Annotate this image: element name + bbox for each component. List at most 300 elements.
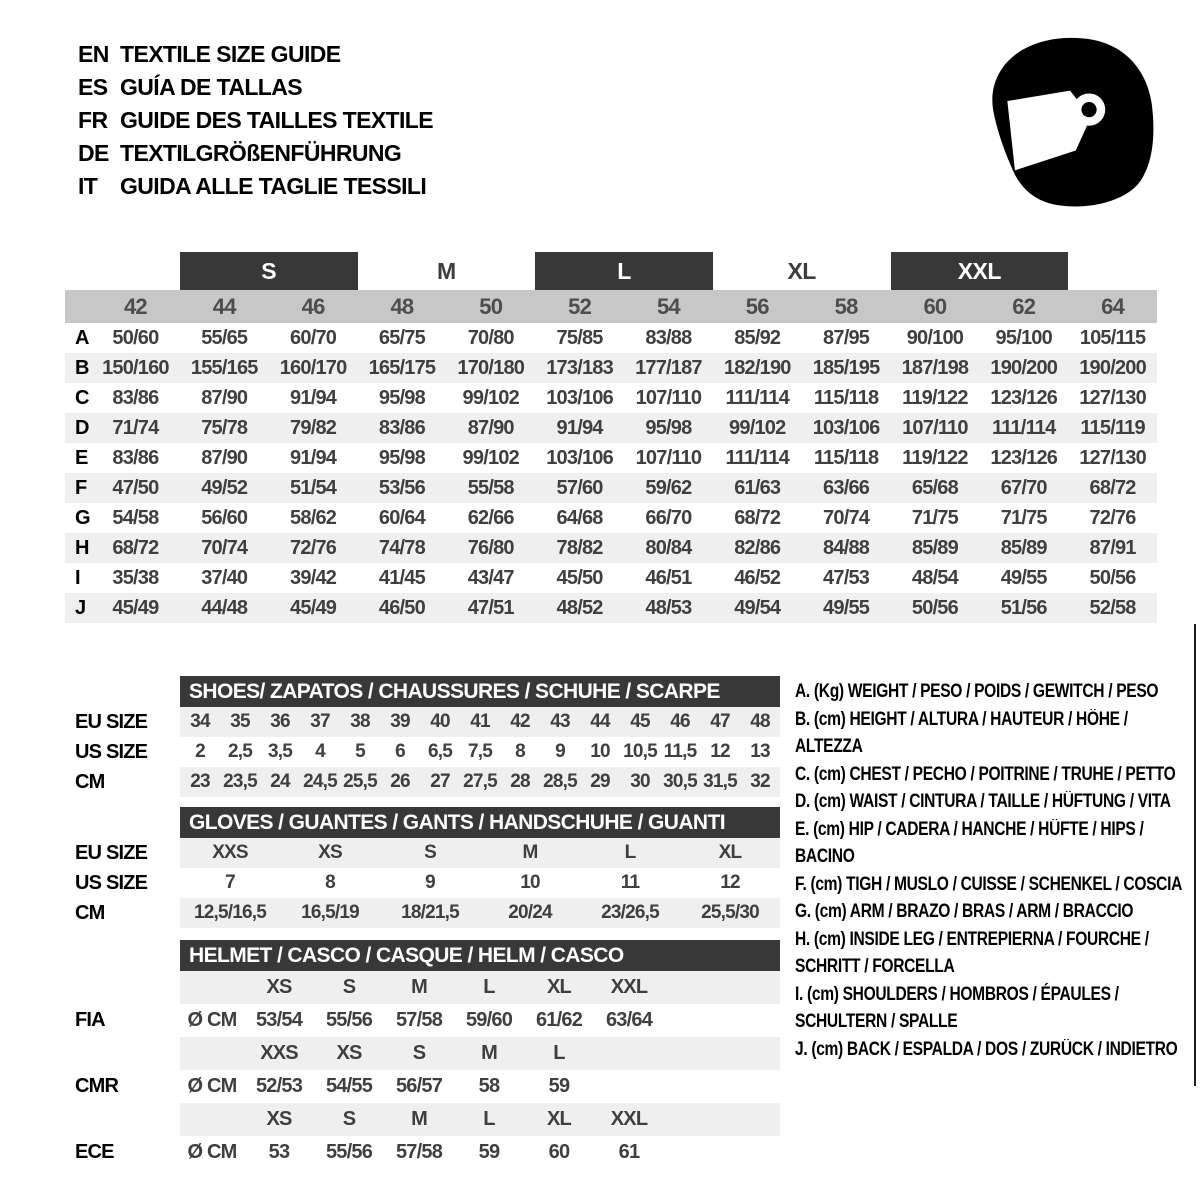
gloves-value-cell: XXS <box>212 842 248 863</box>
helmet-value-cell: 57/58 <box>395 1141 443 1163</box>
shoes-row-label: EU SIZE <box>75 710 148 733</box>
size-group-m: M <box>436 257 456 284</box>
diameter-unit-cell: Ø CM <box>187 1141 237 1163</box>
helmet-row-cmr <box>60 1070 780 1103</box>
helmet-value-cell: 53 <box>268 1141 290 1163</box>
size-value-cell: 182/190 <box>723 357 791 379</box>
diameter-unit-cell: Ø CM <box>187 1009 237 1031</box>
size-value-cell: 68/72 <box>734 507 781 529</box>
textile-size-table <box>65 252 1157 623</box>
shoes-value-cell: 6 <box>395 741 405 762</box>
language-title-list <box>78 38 433 203</box>
size-value-cell: 79/82 <box>290 417 337 439</box>
gloves-row-label: EU SIZE <box>75 841 148 864</box>
gloves-value-cell: S <box>424 842 436 863</box>
size-value-cell: 155/165 <box>190 357 258 379</box>
size-group-l: L <box>535 252 713 290</box>
shoes-value-cell: 10,5 <box>623 741 657 762</box>
legend-item-e: E. (cm) HIP / CADERA / HANCHE / HÜFTE / HIPS / BACINO <box>795 818 1144 867</box>
legend-item-f: F. (cm) TIGH / MUSLO / CUISSE / SCHENKEL / COSCIA <box>795 873 1183 895</box>
size-column-header: 44 <box>212 294 236 319</box>
legend-item-b: B. (cm) HEIGHT / ALTURA / HAUTEUR / HÖHE / ALTEZZA <box>795 708 1128 757</box>
helmet-value-cell: M <box>411 1108 427 1130</box>
size-value-cell: 47/51 <box>467 597 514 619</box>
helmet-size-label-row <box>60 971 780 1004</box>
gloves-value-cell: 23/26,5 <box>601 902 659 923</box>
size-value-cell: 85/92 <box>734 327 781 349</box>
size-value-cell: 95/100 <box>995 327 1052 349</box>
shoes-value-cell: 37 <box>310 711 330 732</box>
size-value-cell: 115/119 <box>1080 417 1145 439</box>
helmet-value-cell: XXS <box>260 1042 298 1064</box>
shoes-value-cell: 31,5 <box>703 771 737 792</box>
size-value-cell: 91/94 <box>290 447 337 469</box>
size-column-header: 50 <box>479 294 503 319</box>
helmet-row-label <box>60 971 180 1004</box>
helmet-row-fia <box>60 1004 780 1037</box>
row-letter: I <box>75 567 80 589</box>
shoes-value-cell: 39 <box>390 711 410 732</box>
helmet-value-cell: XS <box>336 1042 362 1064</box>
helmet-value-cell: L <box>483 1108 495 1130</box>
helmet-value-cell: M <box>481 1042 497 1064</box>
helmet-cells <box>180 1070 780 1103</box>
shoes-value-cell: 7,5 <box>467 741 492 762</box>
size-value-cell: 85/89 <box>911 537 958 559</box>
row-letter: H <box>75 537 89 559</box>
size-value-cell: 87/90 <box>201 387 248 409</box>
size-value-cell: 105/115 <box>1079 327 1146 349</box>
shoes-value-cell: 23 <box>190 771 210 792</box>
gloves-header: GLOVES / GUANTES / GANTS / HANDSCHUHE / GUANTI <box>180 807 780 838</box>
shoes-value-cell: 46 <box>670 711 690 732</box>
row-letter: A <box>75 327 89 349</box>
shoes-value-cell: 35 <box>230 711 250 732</box>
legend-item-h: H. (cm) INSIDE LEG / ENTREPIERNA / FOURCHE / SCHRITT / FORCELLA <box>795 928 1149 977</box>
row-letter: F <box>75 477 87 499</box>
size-value-cell: 74/78 <box>378 537 425 559</box>
gloves-value-cell: 20/24 <box>508 902 552 923</box>
helmet-row-label: ECE <box>75 1141 114 1163</box>
legend-item-j: J. (cm) BACK / ESPALDA / DOS / ZURÜCK / INDIETRO <box>795 1038 1178 1060</box>
shoes-value-cell: 34 <box>190 711 210 732</box>
shoes-value-cell: 48 <box>750 711 770 732</box>
size-value-cell: 70/80 <box>467 327 514 349</box>
shoes-row-label: US SIZE <box>75 740 148 763</box>
helmet-cells <box>180 1037 780 1070</box>
gloves-value-cell: 12,5/16,5 <box>193 902 267 923</box>
gloves-cells <box>180 838 780 868</box>
gloves-cells <box>180 898 780 928</box>
size-value-cell: 45/49 <box>290 597 337 619</box>
size-value-cell: 99/102 <box>462 447 519 469</box>
size-value-cell: 49/55 <box>1000 567 1047 589</box>
size-value-cell: 57/60 <box>556 477 603 499</box>
textile-rows <box>65 323 1157 623</box>
helmet-value-cell: 60 <box>548 1141 570 1163</box>
helmet-value-cell: S <box>342 1108 356 1130</box>
helmet-header: HELMET / CASCO / CASQUE / HELM / CASCO <box>180 940 780 971</box>
size-value-cell: 111/114 <box>725 387 789 409</box>
size-value-cell: 173/183 <box>546 357 613 379</box>
shoes-value-cell: 24 <box>270 771 290 792</box>
gloves-value-cell: XS <box>318 842 342 863</box>
size-value-cell: 187/198 <box>901 357 969 379</box>
size-value-cell: 99/102 <box>462 387 519 409</box>
size-value-cell: 70/74 <box>201 537 248 559</box>
guide-title-de: TEXTILGRÖßENFÜHRUNG <box>120 140 402 166</box>
shoes-value-cell: 38 <box>350 711 370 732</box>
shoes-value-cell: 36 <box>270 711 290 732</box>
gloves-value-cell: M <box>522 842 538 863</box>
gloves-row-eu-size <box>60 838 780 868</box>
helmet-value-cell: 54/55 <box>325 1075 373 1097</box>
gloves-value-cell: 12 <box>720 872 740 893</box>
size-value-cell: 50/60 <box>112 327 159 349</box>
shoes-row-label: CM <box>75 770 105 793</box>
language-code-es: ES <box>78 74 108 100</box>
size-value-cell: 83/86 <box>378 417 425 439</box>
shoes-value-cell: 47 <box>710 711 730 732</box>
size-value-cell: 78/82 <box>556 537 603 559</box>
legend-item-d: D. (cm) WAIST / CINTURA / TAILLE / HÜFTUNG / VITA <box>795 791 1171 812</box>
size-value-cell: 95/98 <box>378 447 425 469</box>
shoes-value-cell: 42 <box>510 711 530 732</box>
size-value-cell: 48/53 <box>645 597 692 619</box>
size-value-cell: 46/51 <box>645 567 692 589</box>
shoes-value-cell: 32 <box>750 771 770 792</box>
size-value-cell: 95/98 <box>378 387 425 409</box>
size-value-cell: 68/72 <box>112 537 159 559</box>
size-value-cell: 150/160 <box>102 357 169 379</box>
size-value-cell: 59/62 <box>645 477 692 499</box>
shoes-value-cell: 8 <box>515 741 525 762</box>
measurement-row-d <box>65 413 1157 443</box>
size-value-cell: 62/66 <box>467 507 514 529</box>
size-column-header: 58 <box>834 294 858 319</box>
row-letter: G <box>75 507 90 529</box>
size-value-cell: 55/65 <box>201 327 248 349</box>
helmet-value-cell: M <box>411 976 427 998</box>
helmet-cells <box>180 971 780 1004</box>
size-value-cell: 72/76 <box>290 537 337 559</box>
helmet-row-label <box>60 1103 180 1136</box>
shoes-value-cell: 9 <box>555 741 565 762</box>
guide-title-it: GUIDA ALLE TAGLIE TESSILI <box>120 173 427 199</box>
measurement-row-b <box>65 353 1157 383</box>
size-value-cell: 103/106 <box>546 387 613 409</box>
gloves-value-cell: 18/21,5 <box>401 902 459 923</box>
size-value-cell: 56/60 <box>201 507 248 529</box>
helmet-value-cell: XL <box>547 1108 571 1130</box>
size-column-header: 46 <box>301 294 325 319</box>
shoes-value-cell: 10 <box>590 741 610 762</box>
size-value-cell: 91/94 <box>556 417 603 439</box>
helmet-rows <box>60 971 780 1169</box>
legend-item-c: C. (cm) CHEST / PECHO / POITRINE / TRUHE / PETTO <box>795 763 1176 785</box>
helmet-value-cell: XL <box>547 976 571 998</box>
helmet-size-label-row <box>60 1103 780 1136</box>
helmet-value-cell: 59 <box>548 1075 570 1097</box>
measurement-row-j <box>65 593 1157 623</box>
helmet-value-cell: L <box>553 1042 565 1064</box>
size-value-cell: 58/62 <box>290 507 337 529</box>
gloves-table <box>60 807 780 928</box>
size-column-header: 56 <box>745 294 769 319</box>
size-column-header: 48 <box>390 294 414 319</box>
guide-title-es: GUÍA DE TALLAS <box>120 74 302 100</box>
size-column-header: 62 <box>1012 294 1036 319</box>
size-value-cell: 83/86 <box>112 447 159 469</box>
shoes-value-cell: 5 <box>355 741 365 762</box>
size-value-cell: 115/118 <box>813 387 879 409</box>
size-value-cell: 95/98 <box>645 417 692 439</box>
gloves-value-cell: 16,5/19 <box>301 902 359 923</box>
gloves-value-cell: L <box>624 842 636 863</box>
size-group-s: S <box>180 252 358 290</box>
size-value-cell: 85/89 <box>1000 537 1047 559</box>
helmet-size-label-row <box>60 1037 780 1070</box>
size-value-cell: 47/53 <box>823 567 870 589</box>
size-group-xl: XL <box>787 257 816 284</box>
language-row <box>78 170 433 203</box>
helmet-value-cell: 63/64 <box>605 1009 653 1031</box>
helmet-value-cell: S <box>412 1042 426 1064</box>
helmet-row-label <box>60 1037 180 1070</box>
size-value-cell: 41/45 <box>378 567 425 589</box>
size-value-cell: 60/64 <box>378 507 425 529</box>
helmet-row-label: FIA <box>75 1009 105 1031</box>
size-value-cell: 87/95 <box>823 327 870 349</box>
size-value-cell: 51/54 <box>290 477 337 499</box>
size-value-cell: 49/54 <box>734 597 781 619</box>
gloves-value-cell: 7 <box>225 872 235 893</box>
size-value-cell: 45/50 <box>556 567 603 589</box>
shoes-value-cell: 30,5 <box>663 771 697 792</box>
helmet-value-cell: 55/56 <box>325 1009 373 1031</box>
shoes-value-cell: 29 <box>590 771 610 792</box>
size-value-cell: 103/106 <box>546 447 613 469</box>
guide-title-en: TEXTILE SIZE GUIDE <box>120 41 341 67</box>
shoes-row-us-size <box>60 737 780 767</box>
size-value-cell: 87/90 <box>201 447 248 469</box>
shoes-value-cell: 25,5 <box>343 771 377 792</box>
shoes-value-cell: 45 <box>630 711 650 732</box>
size-value-cell: 119/122 <box>902 447 968 469</box>
size-number-row <box>65 290 1157 323</box>
size-value-cell: 115/118 <box>813 447 879 469</box>
size-value-cell: 50/56 <box>911 597 958 619</box>
helmet-value-cell: 52/53 <box>255 1075 303 1097</box>
size-value-cell: 165/175 <box>368 357 436 379</box>
size-value-cell: 51/56 <box>1000 597 1047 619</box>
gloves-row-label: CM <box>75 901 105 924</box>
size-value-cell: 90/100 <box>906 327 964 349</box>
size-value-cell: 50/56 <box>1089 567 1136 589</box>
size-value-cell: 63/66 <box>823 477 870 499</box>
size-value-cell: 71/75 <box>1000 507 1047 529</box>
size-value-cell: 55/58 <box>467 477 514 499</box>
size-value-cell: 107/110 <box>635 447 702 469</box>
language-code-fr: FR <box>78 107 108 133</box>
gloves-value-cell: XL <box>718 842 742 863</box>
size-value-cell: 160/170 <box>279 357 347 379</box>
size-value-cell: 103/106 <box>812 417 880 439</box>
helmet-value-cell: 55/56 <box>325 1141 373 1163</box>
helmet-value-cell: S <box>342 976 356 998</box>
shoes-cells <box>180 707 780 737</box>
measurement-row-h <box>65 533 1157 563</box>
size-value-cell: 76/80 <box>467 537 514 559</box>
helmet-value-cell: 58 <box>478 1075 500 1097</box>
measurement-row-a <box>65 323 1157 353</box>
size-value-cell: 75/85 <box>556 327 603 349</box>
helmet-value-cell: 57/58 <box>395 1009 443 1031</box>
size-value-cell: 67/70 <box>1000 477 1047 499</box>
size-group-header-row <box>65 252 1157 290</box>
shoes-value-cell: 27,5 <box>463 771 497 792</box>
size-value-cell: 68/72 <box>1089 477 1136 499</box>
size-group-xxl: XXL <box>891 252 1069 290</box>
shoes-value-cell: 43 <box>550 711 570 732</box>
size-value-cell: 64/68 <box>556 507 603 529</box>
size-value-cell: 65/68 <box>911 477 958 499</box>
legend-item-g: G. (cm) ARM / BRAZO / BRAS / ARM / BRACCIO <box>795 901 1134 922</box>
language-row <box>78 104 433 137</box>
shoes-value-cell: 44 <box>590 711 610 732</box>
row-letter: C <box>75 387 89 409</box>
size-value-cell: 37/40 <box>201 567 248 589</box>
helmet-row-label: CMR <box>75 1075 119 1097</box>
measurement-row-g <box>65 503 1157 533</box>
row-letter: D <box>75 417 89 439</box>
size-value-cell: 119/122 <box>902 387 968 409</box>
size-column-header: 42 <box>123 294 147 319</box>
gloves-row-label: US SIZE <box>75 871 148 894</box>
language-code-it: IT <box>78 173 98 199</box>
size-value-cell: 49/55 <box>823 597 870 619</box>
size-value-cell: 61/63 <box>734 477 781 499</box>
size-column-header: 64 <box>1101 294 1125 319</box>
size-value-cell: 190/200 <box>1079 357 1146 379</box>
size-value-cell: 65/75 <box>378 327 425 349</box>
helmet-value-cell: 61/62 <box>535 1009 583 1031</box>
size-column-header: 60 <box>923 294 947 319</box>
size-value-cell: 170/180 <box>457 357 525 379</box>
size-value-cell: 84/88 <box>823 537 870 559</box>
helmet-cells <box>180 1103 780 1136</box>
shoes-value-cell: 41 <box>470 711 490 732</box>
shoes-row-eu-size <box>60 707 780 737</box>
size-value-cell: 60/70 <box>290 327 337 349</box>
size-value-cell: 43/47 <box>467 567 514 589</box>
size-value-cell: 75/78 <box>201 417 248 439</box>
guide-title-fr: GUIDE DES TAILLES TEXTILE <box>120 107 433 133</box>
shoes-row-cm <box>60 767 780 797</box>
corner-cell <box>65 290 91 323</box>
language-row <box>78 71 433 104</box>
legend-item-i: I. (cm) SHOULDERS / HOMBROS / ÉPAULES / SCHULTERN / SPALLE <box>795 983 1119 1032</box>
shoes-value-cell: 28 <box>510 771 530 792</box>
size-value-cell: 72/76 <box>1089 507 1136 529</box>
shoes-value-cell: 3,5 <box>267 741 292 762</box>
helmet-value-cell: 61 <box>618 1141 640 1163</box>
gloves-row-cm <box>60 898 780 928</box>
size-value-cell: 127/130 <box>1079 387 1146 409</box>
shoes-rows <box>60 707 780 797</box>
shoes-value-cell: 4 <box>315 741 325 762</box>
size-value-cell: 66/70 <box>645 507 692 529</box>
language-row <box>78 137 433 170</box>
size-value-cell: 123/126 <box>990 387 1058 409</box>
helmet-cells <box>180 1004 780 1037</box>
measurement-row-e <box>65 443 1157 473</box>
racing-helmet-icon <box>972 26 1170 216</box>
shoes-value-cell: 30 <box>630 771 650 792</box>
helmet-value-cell: 59/60 <box>465 1009 513 1031</box>
shoes-value-cell: 28,5 <box>543 771 577 792</box>
right-edge-line <box>1194 624 1196 1086</box>
size-value-cell: 46/50 <box>378 597 425 619</box>
gloves-cells <box>180 868 780 898</box>
shoes-value-cell: 11,5 <box>663 741 697 762</box>
size-value-cell: 87/91 <box>1089 537 1136 559</box>
helmet-value-cell: XS <box>266 1108 292 1130</box>
helmet-value-cell: 59 <box>478 1141 500 1163</box>
size-value-cell: 39/42 <box>290 567 337 589</box>
size-value-cell: 91/94 <box>290 387 337 409</box>
size-column-header: 54 <box>656 294 680 319</box>
row-letter: E <box>75 447 88 469</box>
gloves-value-cell: 8 <box>325 872 335 893</box>
size-value-cell: 123/126 <box>990 447 1058 469</box>
size-value-cell: 52/58 <box>1089 597 1136 619</box>
shoes-value-cell: 6,5 <box>427 741 452 762</box>
shoes-value-cell: 27 <box>430 771 450 792</box>
size-value-cell: 83/86 <box>112 387 159 409</box>
helmet-value-cell: XXL <box>610 976 648 998</box>
diameter-unit-cell: Ø CM <box>187 1075 237 1097</box>
gloves-value-cell: 25,5/30 <box>701 902 759 923</box>
size-value-cell: 185/195 <box>812 357 880 379</box>
measurement-row-f <box>65 473 1157 503</box>
gloves-rows <box>60 838 780 928</box>
helmet-cells <box>180 1136 780 1169</box>
language-row <box>78 38 433 71</box>
shoes-value-cell: 26 <box>390 771 410 792</box>
size-value-cell: 107/110 <box>635 387 702 409</box>
size-value-cell: 177/187 <box>635 357 702 379</box>
size-value-cell: 70/74 <box>823 507 870 529</box>
gloves-row-us-size <box>60 868 780 898</box>
helmet-value-cell: 56/57 <box>395 1075 443 1097</box>
shoes-value-cell: 40 <box>430 711 450 732</box>
helmet-row-ece <box>60 1136 780 1169</box>
size-value-cell: 47/50 <box>112 477 159 499</box>
size-value-cell: 71/74 <box>112 417 159 439</box>
size-value-cell: 80/84 <box>645 537 692 559</box>
size-value-cell: 45/49 <box>112 597 159 619</box>
size-value-cell: 44/48 <box>201 597 248 619</box>
shoes-cells <box>180 737 780 767</box>
measurement-row-i <box>65 563 1157 593</box>
gloves-value-cell: 11 <box>620 872 640 893</box>
size-value-cell: 82/86 <box>734 537 781 559</box>
size-value-cell: 71/75 <box>911 507 958 529</box>
helmet-table <box>60 940 780 1169</box>
size-value-cell: 99/102 <box>729 417 786 439</box>
size-value-cell: 107/110 <box>902 417 968 439</box>
